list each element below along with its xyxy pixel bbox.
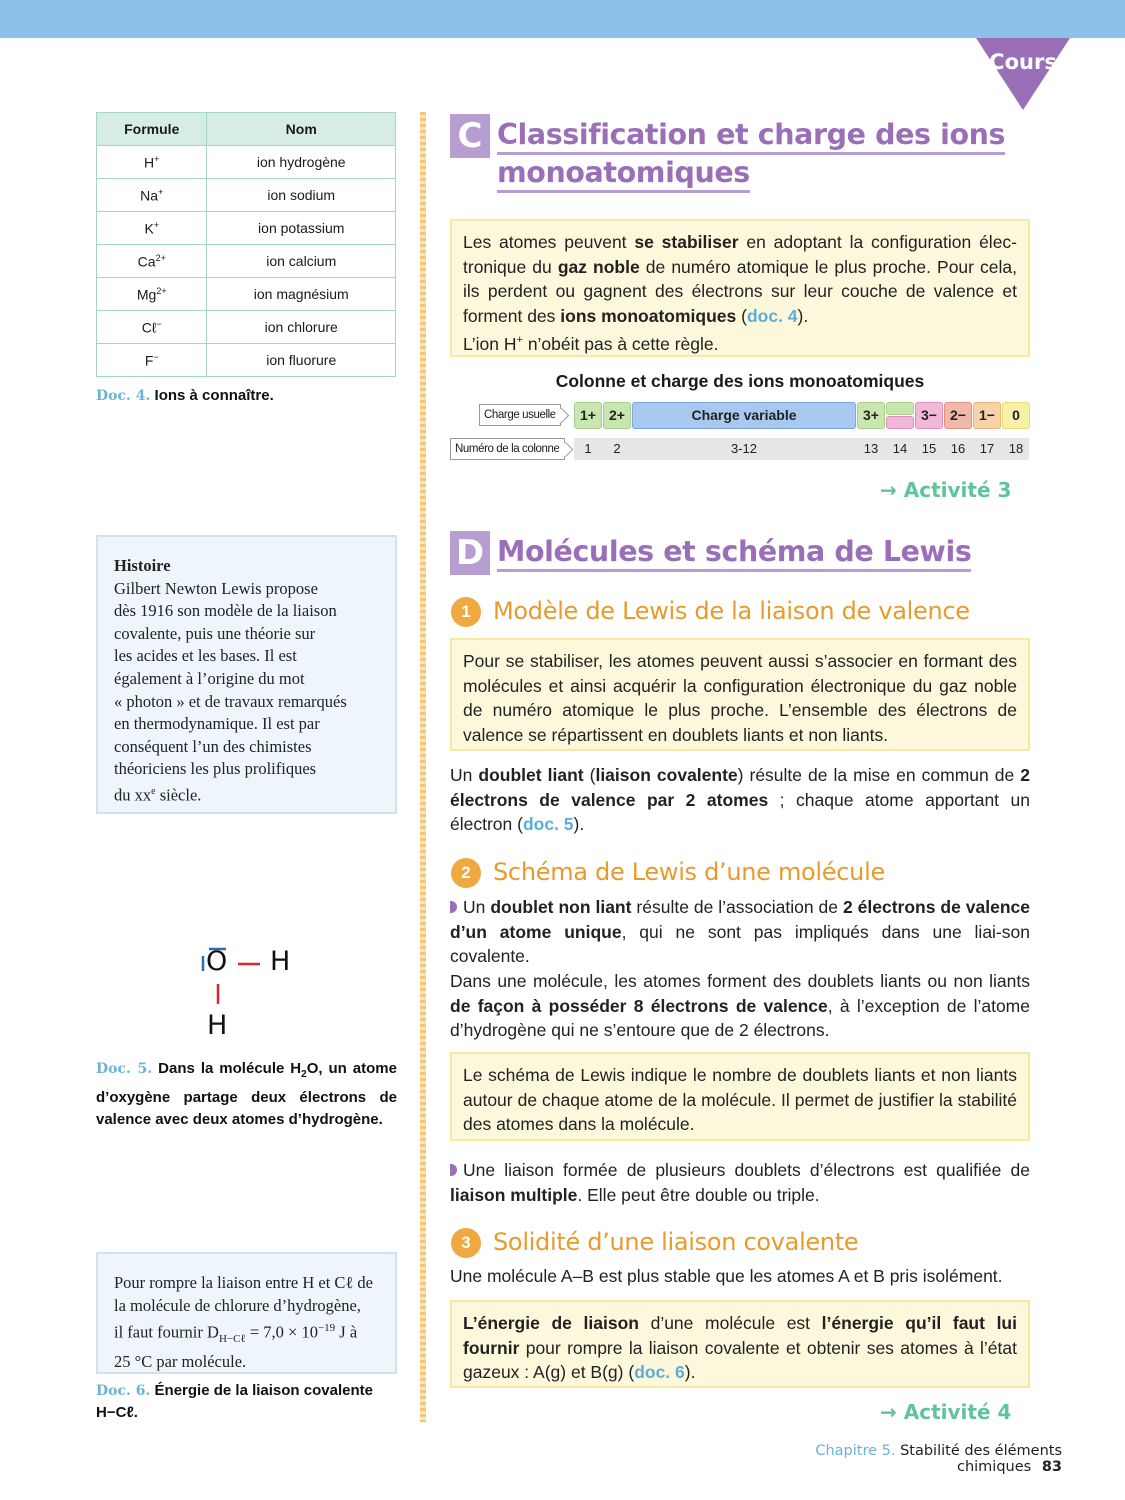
doc6-reference-link[interactable]: doc. 6 xyxy=(634,1362,685,1383)
column-number: 1 xyxy=(584,441,592,456)
charge-cell: 1+ xyxy=(574,402,602,429)
page-number: 83 xyxy=(1041,1459,1062,1475)
arrow-right-icon: → xyxy=(880,478,897,502)
ion-name: ion calcium xyxy=(207,245,396,278)
table-row xyxy=(97,245,396,278)
table-row xyxy=(97,278,396,311)
charge-cell: 0 xyxy=(1002,402,1030,429)
subsection-1-number: 1 xyxy=(451,597,481,627)
subsection-1-paragraph: Un doublet liant (liaison covalente) résulte de la mise en commun de 2 électrons de valence par 2 atomes ; chaque atome apportant un électron (doc. 5). xyxy=(450,765,1031,835)
section-d-title: Molécules et schéma de Lewis xyxy=(497,533,1037,571)
section-c-letter: C xyxy=(450,114,490,158)
page-footer xyxy=(752,1443,1062,1475)
energy-line: 25 °C par molécule. xyxy=(114,1351,247,1371)
section-c-rule-exception: L’ion H+ n’obéit pas à cette règle. xyxy=(463,334,719,355)
section-d-letter: D xyxy=(450,531,490,575)
cours-tab-triangle-icon xyxy=(976,38,1070,110)
ion-name: ion sodium xyxy=(207,179,396,212)
charge-cell-split xyxy=(886,416,914,429)
section-c-rule-text: Les atomes peuvent se stabiliser en adoptant la configuration élec-tronique du gaz noble de numéro atomique le plus proche. Pour cela, ils perdent ou gagnent des électrons sur leur couche de valence et forment des ions monoatomiques (doc. 4). xyxy=(463,232,1018,326)
ion-name: ion fluorure xyxy=(207,344,396,377)
subsection-2-paragraph-1: Un doublet non liant résulte de l’association de 2 électrons de valence d’un atome unique, qui ne sont pas impliqués dans une liai-son covalente. xyxy=(450,897,1031,967)
column-number: 14 xyxy=(892,441,908,456)
column-number: 17 xyxy=(979,441,995,456)
doc4-caption-text: Ions à connaître. xyxy=(154,387,274,404)
bullet-icon xyxy=(450,901,457,913)
ion-name: ion magnésium xyxy=(207,278,396,311)
column-number: 15 xyxy=(921,441,937,456)
doc4-reference-link[interactable]: doc. 4 xyxy=(746,305,798,326)
cours-tab-label: Cours xyxy=(989,50,1057,74)
subsection-2-rule-box: Le schéma de Lewis indique le nombre de doublets liants et non liants autour de chaque atome de la molécule. Il permet de justifier la stabilité des atomes dans la molécule. xyxy=(450,1052,1030,1141)
histoire-line: « photon » et de travaux remarqués xyxy=(114,691,347,711)
histoire-line: également à l’origine du mot xyxy=(114,668,305,688)
atom-hydrogen: H xyxy=(270,946,291,977)
subsection-1-rule-box: Pour se stabiliser, les atomes peuvent aussi s’associer en formant des molécules et ainsi acquérir la configuration électronique du gaz noble de numéro atomique le plus proche. L’ensemble des électrons de valence se répartissent en doublets liants et non liants. xyxy=(450,638,1030,751)
lewis-water-diagram xyxy=(196,940,316,1050)
charge-cell: 2− xyxy=(944,402,972,429)
charge-cell: 2+ xyxy=(603,402,631,429)
subsection-3-title: Solidité d’une liaison covalente xyxy=(493,1228,859,1256)
histoire-line: covalente, puis une théorie sur xyxy=(114,623,316,643)
top-banner xyxy=(0,0,1125,38)
ion-formula: $Ca^{2+}$ xyxy=(97,245,207,278)
ion-name: ion hydrogène xyxy=(207,146,396,179)
ion-chart-title: Colonne et charge des ions monoatomiques xyxy=(555,371,925,391)
table-row xyxy=(97,344,396,377)
ion-name: ion potassium xyxy=(207,212,396,245)
histoire-box xyxy=(96,535,397,814)
doc5-reference-link[interactable]: doc. 5 xyxy=(522,814,574,835)
activity-3-link[interactable] xyxy=(880,478,1011,502)
activity-3-label: Activité 3 xyxy=(903,478,1012,502)
ion-formula: K+ xyxy=(97,212,207,245)
column-number: 18 xyxy=(1008,441,1024,456)
subsection-2-title: Schéma de Lewis d’une molécule xyxy=(493,858,885,886)
ion-formula: $Mg^{2+}$ xyxy=(97,278,207,311)
ion-formula: Na+ xyxy=(97,179,207,212)
atom-hydrogen: H xyxy=(207,1010,228,1041)
column-number: 3-12 xyxy=(730,441,758,456)
ions-table xyxy=(96,112,396,377)
ion-formula: F− xyxy=(97,344,207,377)
histoire-title: Histoire xyxy=(114,556,171,575)
subsection-1-title: Modèle de Lewis de la liaison de valence xyxy=(493,597,970,625)
doc6-caption: Doc. 6. Énergie de la liaison covalente H−Cℓ. xyxy=(96,1382,373,1421)
column-number: 2 xyxy=(613,441,621,456)
column-number: 16 xyxy=(950,441,966,456)
footer-chapter: Chapitre 5. xyxy=(815,1443,896,1459)
subsection-2-number: 2 xyxy=(451,858,481,888)
energy-box xyxy=(96,1252,397,1374)
energy-line: Pour rompre la liaison entre H et Cℓ de xyxy=(114,1273,374,1292)
subsection-3-paragraph: Une molécule A–B est plus stable que les atomes A et B pris isolément. xyxy=(450,1266,1003,1286)
table-row xyxy=(97,146,396,179)
column-divider xyxy=(420,112,426,1422)
subsection-2-paragraph-2: Dans une molécule, les atomes forment des doublets liants ou non liants de façon à posséder 8 électrons de valence, à l’exception de l’atome d’hydrogène qui ne s’entoure que de 2 électrons. xyxy=(450,971,1030,1041)
charge-row-label: Charge usuelle xyxy=(479,404,561,426)
charge-cell: Charge variable xyxy=(632,402,856,429)
histoire-line: en thermodynamique. Il est par xyxy=(114,714,320,734)
doc5-caption-number: Doc. 5. xyxy=(96,1061,153,1077)
subsection-3-number: 3 xyxy=(451,1228,481,1258)
arrow-right-icon: → xyxy=(880,1400,897,1424)
charge-cell: 1− xyxy=(973,402,1001,429)
bullet-icon xyxy=(450,1164,457,1176)
charge-cell xyxy=(886,402,914,415)
doc4-caption xyxy=(96,387,274,404)
histoire-line: théoriciens les plus prolifiques xyxy=(114,759,317,779)
histoire-line: dès 1916 son modèle de la liaison xyxy=(114,601,337,621)
histoire-line: du $xx^e$ siècle. xyxy=(114,785,202,805)
doc5-caption: Doc. 5. Dans la molécule $H_2O$, un atome d’oxygène partage deux électrons de valence avec deux atomes d’hydrogène. xyxy=(96,1060,397,1128)
column-number: 13 xyxy=(863,441,879,456)
section-c-rule-box xyxy=(450,219,1030,357)
ion-formula: H+ xyxy=(97,146,207,179)
ions-table-header-formula: Formule xyxy=(97,113,207,146)
section-c-title: Classification et charge des ions monoatomiques xyxy=(497,116,1037,192)
histoire-line: les acides et les bases. Il est xyxy=(114,646,297,666)
activity-4-link[interactable] xyxy=(880,1400,1011,1424)
activity-4-label: Activité 4 xyxy=(903,1400,1012,1424)
column-row-label: Numéro de la colonne xyxy=(450,438,565,460)
footer-title: Stabilité des éléments chimiques xyxy=(900,1443,1062,1475)
table-row xyxy=(97,179,396,212)
charge-cell: 3− xyxy=(915,402,943,429)
cours-tab xyxy=(976,38,1070,110)
table-row xyxy=(97,311,396,344)
subsection-3-rule-box: L’énergie de liaison d’une molécule est l’énergie qu’il faut lui fournir pour rompre la liaison covalente et obtenir ses atomes à l’état gazeux : A(g) et B(g) (doc. 6). xyxy=(450,1300,1030,1388)
table-row xyxy=(97,212,396,245)
energy-line: il faut fournir $D_{H-C\ell} = 7,0 \times 10^{-19}$ J à xyxy=(114,1322,358,1345)
ion-formula: Cℓ− xyxy=(97,311,207,344)
histoire-line: conséquent l’un des chimistes xyxy=(114,736,312,756)
subsection-2-paragraph-3: Une liaison formée de plusieurs doublets d’électrons est qualifiée de liaison multiple. Elle peut être double ou triple. xyxy=(450,1160,1030,1205)
energy-line: la molécule de chlorure d’hydrogène, xyxy=(114,1295,361,1315)
doc6-caption-number: Doc. 6. xyxy=(96,1383,151,1399)
atom-oxygen: O xyxy=(206,946,228,977)
ions-table-header-name: Nom xyxy=(207,113,396,146)
doc4-caption-number: Doc. 4. xyxy=(96,388,151,404)
charge-cell: 3+ xyxy=(857,402,885,429)
histoire-line: Gilbert Newton Lewis propose xyxy=(114,578,318,598)
ion-name: ion chlorure xyxy=(207,311,396,344)
